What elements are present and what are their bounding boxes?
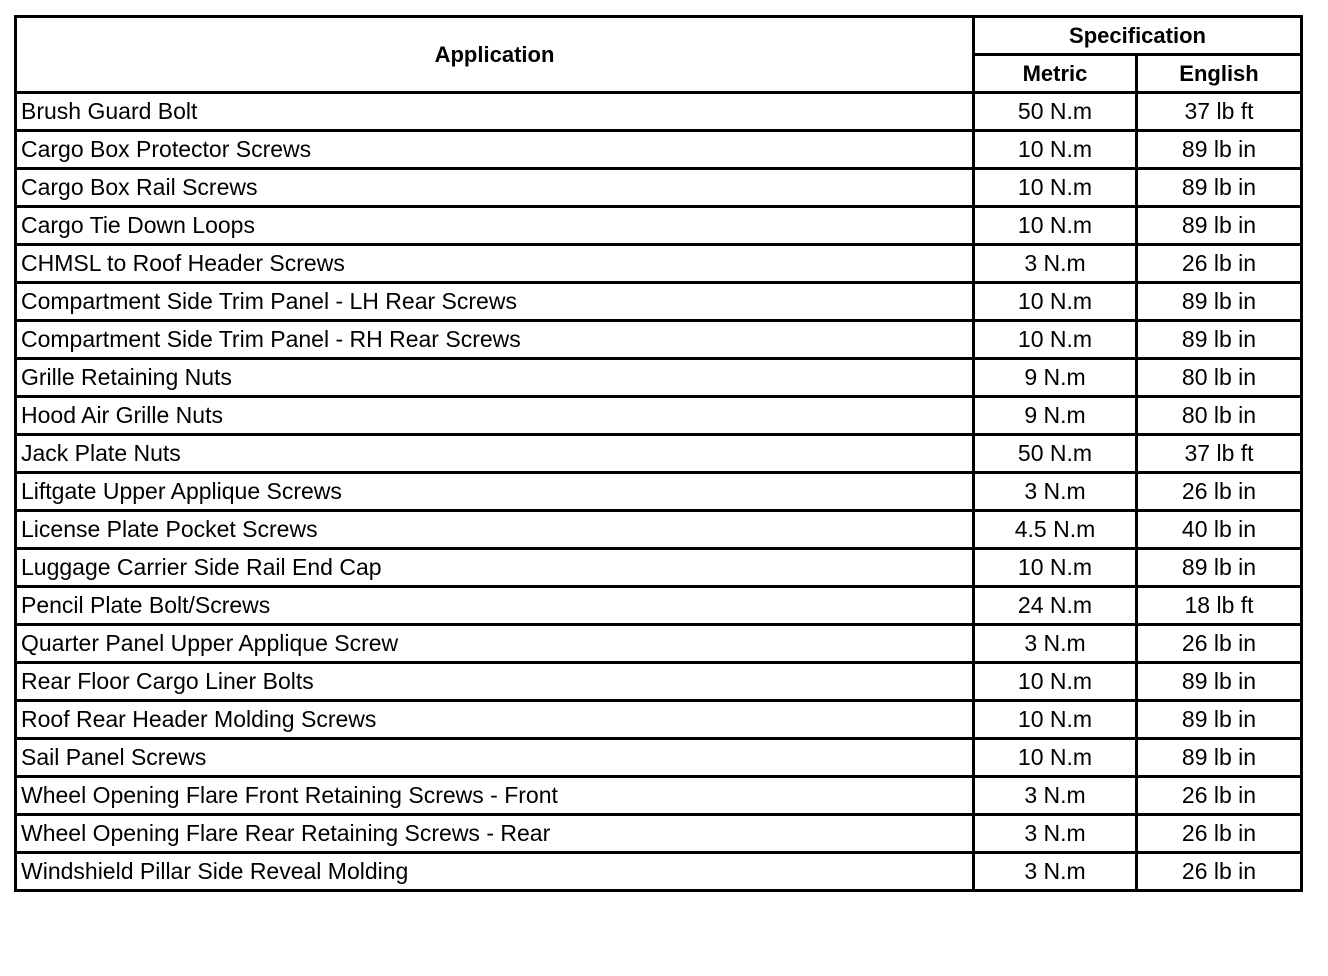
cell-metric: 9 N.m: [974, 359, 1137, 397]
cell-metric: 10 N.m: [974, 701, 1137, 739]
table-row: [16, 397, 1302, 435]
cell-metric: 10 N.m: [974, 283, 1137, 321]
cell-application: Cargo Box Rail Screws: [16, 169, 974, 207]
cell-english: 89 lb in: [1137, 321, 1302, 359]
table-row: [16, 739, 1302, 777]
table-row: [16, 359, 1302, 397]
table-row: [16, 321, 1302, 359]
cell-english: 37 lb ft: [1137, 435, 1302, 473]
cell-metric: 10 N.m: [974, 169, 1137, 207]
cell-application: Rear Floor Cargo Liner Bolts: [16, 663, 974, 701]
cell-application: Hood Air Grille Nuts: [16, 397, 974, 435]
cell-english: 26 lb in: [1137, 625, 1302, 663]
cell-metric: 10 N.m: [974, 131, 1137, 169]
cell-metric: 50 N.m: [974, 93, 1137, 131]
cell-english: 89 lb in: [1137, 207, 1302, 245]
cell-english: 37 lb ft: [1137, 93, 1302, 131]
cell-metric: 10 N.m: [974, 321, 1137, 359]
table-row: [16, 549, 1302, 587]
table-row: [16, 473, 1302, 511]
cell-metric: 10 N.m: [974, 663, 1137, 701]
table-header: [16, 17, 1302, 93]
table-row: [16, 815, 1302, 853]
cell-application: License Plate Pocket Screws: [16, 511, 974, 549]
cell-application: Compartment Side Trim Panel - LH Rear Screws: [16, 283, 974, 321]
cell-english: 26 lb in: [1137, 853, 1302, 891]
table-row: [16, 93, 1302, 131]
table-row: [16, 169, 1302, 207]
cell-application: Wheel Opening Flare Rear Retaining Screws - Rear: [16, 815, 974, 853]
cell-english: 89 lb in: [1137, 283, 1302, 321]
table-row: [16, 701, 1302, 739]
cell-application: Brush Guard Bolt: [16, 93, 974, 131]
cell-metric: 3 N.m: [974, 245, 1137, 283]
cell-metric: 3 N.m: [974, 777, 1137, 815]
cell-application: Liftgate Upper Applique Screws: [16, 473, 974, 511]
cell-application: Compartment Side Trim Panel - RH Rear Screws: [16, 321, 974, 359]
table-body: [16, 93, 1302, 891]
header-metric: Metric: [974, 55, 1137, 93]
cell-application: CHMSL to Roof Header Screws: [16, 245, 974, 283]
cell-application: Sail Panel Screws: [16, 739, 974, 777]
cell-application: Grille Retaining Nuts: [16, 359, 974, 397]
cell-metric: 4.5 N.m: [974, 511, 1137, 549]
cell-application: Windshield Pillar Side Reveal Molding: [16, 853, 974, 891]
cell-metric: 10 N.m: [974, 549, 1137, 587]
table-row: [16, 435, 1302, 473]
table-row: [16, 283, 1302, 321]
table-row: [16, 207, 1302, 245]
cell-english: 26 lb in: [1137, 245, 1302, 283]
cell-application: Pencil Plate Bolt/Screws: [16, 587, 974, 625]
cell-application: Cargo Box Protector Screws: [16, 131, 974, 169]
cell-metric: 3 N.m: [974, 853, 1137, 891]
cell-application: Cargo Tie Down Loops: [16, 207, 974, 245]
table-row: [16, 587, 1302, 625]
cell-english: 89 lb in: [1137, 739, 1302, 777]
cell-metric: 3 N.m: [974, 473, 1137, 511]
cell-application: Quarter Panel Upper Applique Screw: [16, 625, 974, 663]
cell-metric: 9 N.m: [974, 397, 1137, 435]
cell-english: 89 lb in: [1137, 701, 1302, 739]
cell-english: 80 lb in: [1137, 397, 1302, 435]
cell-english: 26 lb in: [1137, 815, 1302, 853]
table-row: [16, 777, 1302, 815]
cell-application: Roof Rear Header Molding Screws: [16, 701, 974, 739]
torque-spec-table: [14, 15, 1303, 892]
cell-english: 18 lb ft: [1137, 587, 1302, 625]
cell-english: 80 lb in: [1137, 359, 1302, 397]
cell-english: 89 lb in: [1137, 549, 1302, 587]
cell-metric: 50 N.m: [974, 435, 1137, 473]
table-row: [16, 853, 1302, 891]
cell-english: 26 lb in: [1137, 777, 1302, 815]
table-row: [16, 663, 1302, 701]
table-row: [16, 625, 1302, 663]
cell-application: Wheel Opening Flare Front Retaining Screws - Front: [16, 777, 974, 815]
header-application: Application: [16, 17, 974, 93]
cell-english: 89 lb in: [1137, 131, 1302, 169]
header-specification: Specification: [974, 17, 1302, 55]
cell-english: 89 lb in: [1137, 169, 1302, 207]
table-row: [16, 511, 1302, 549]
cell-english: 40 lb in: [1137, 511, 1302, 549]
cell-metric: 3 N.m: [974, 815, 1137, 853]
cell-application: Luggage Carrier Side Rail End Cap: [16, 549, 974, 587]
cell-metric: 10 N.m: [974, 739, 1137, 777]
cell-english: 89 lb in: [1137, 663, 1302, 701]
cell-application: Jack Plate Nuts: [16, 435, 974, 473]
table-row: [16, 245, 1302, 283]
table-row: [16, 131, 1302, 169]
cell-english: 26 lb in: [1137, 473, 1302, 511]
header-english: English: [1137, 55, 1302, 93]
cell-metric: 10 N.m: [974, 207, 1137, 245]
cell-metric: 3 N.m: [974, 625, 1137, 663]
cell-metric: 24 N.m: [974, 587, 1137, 625]
